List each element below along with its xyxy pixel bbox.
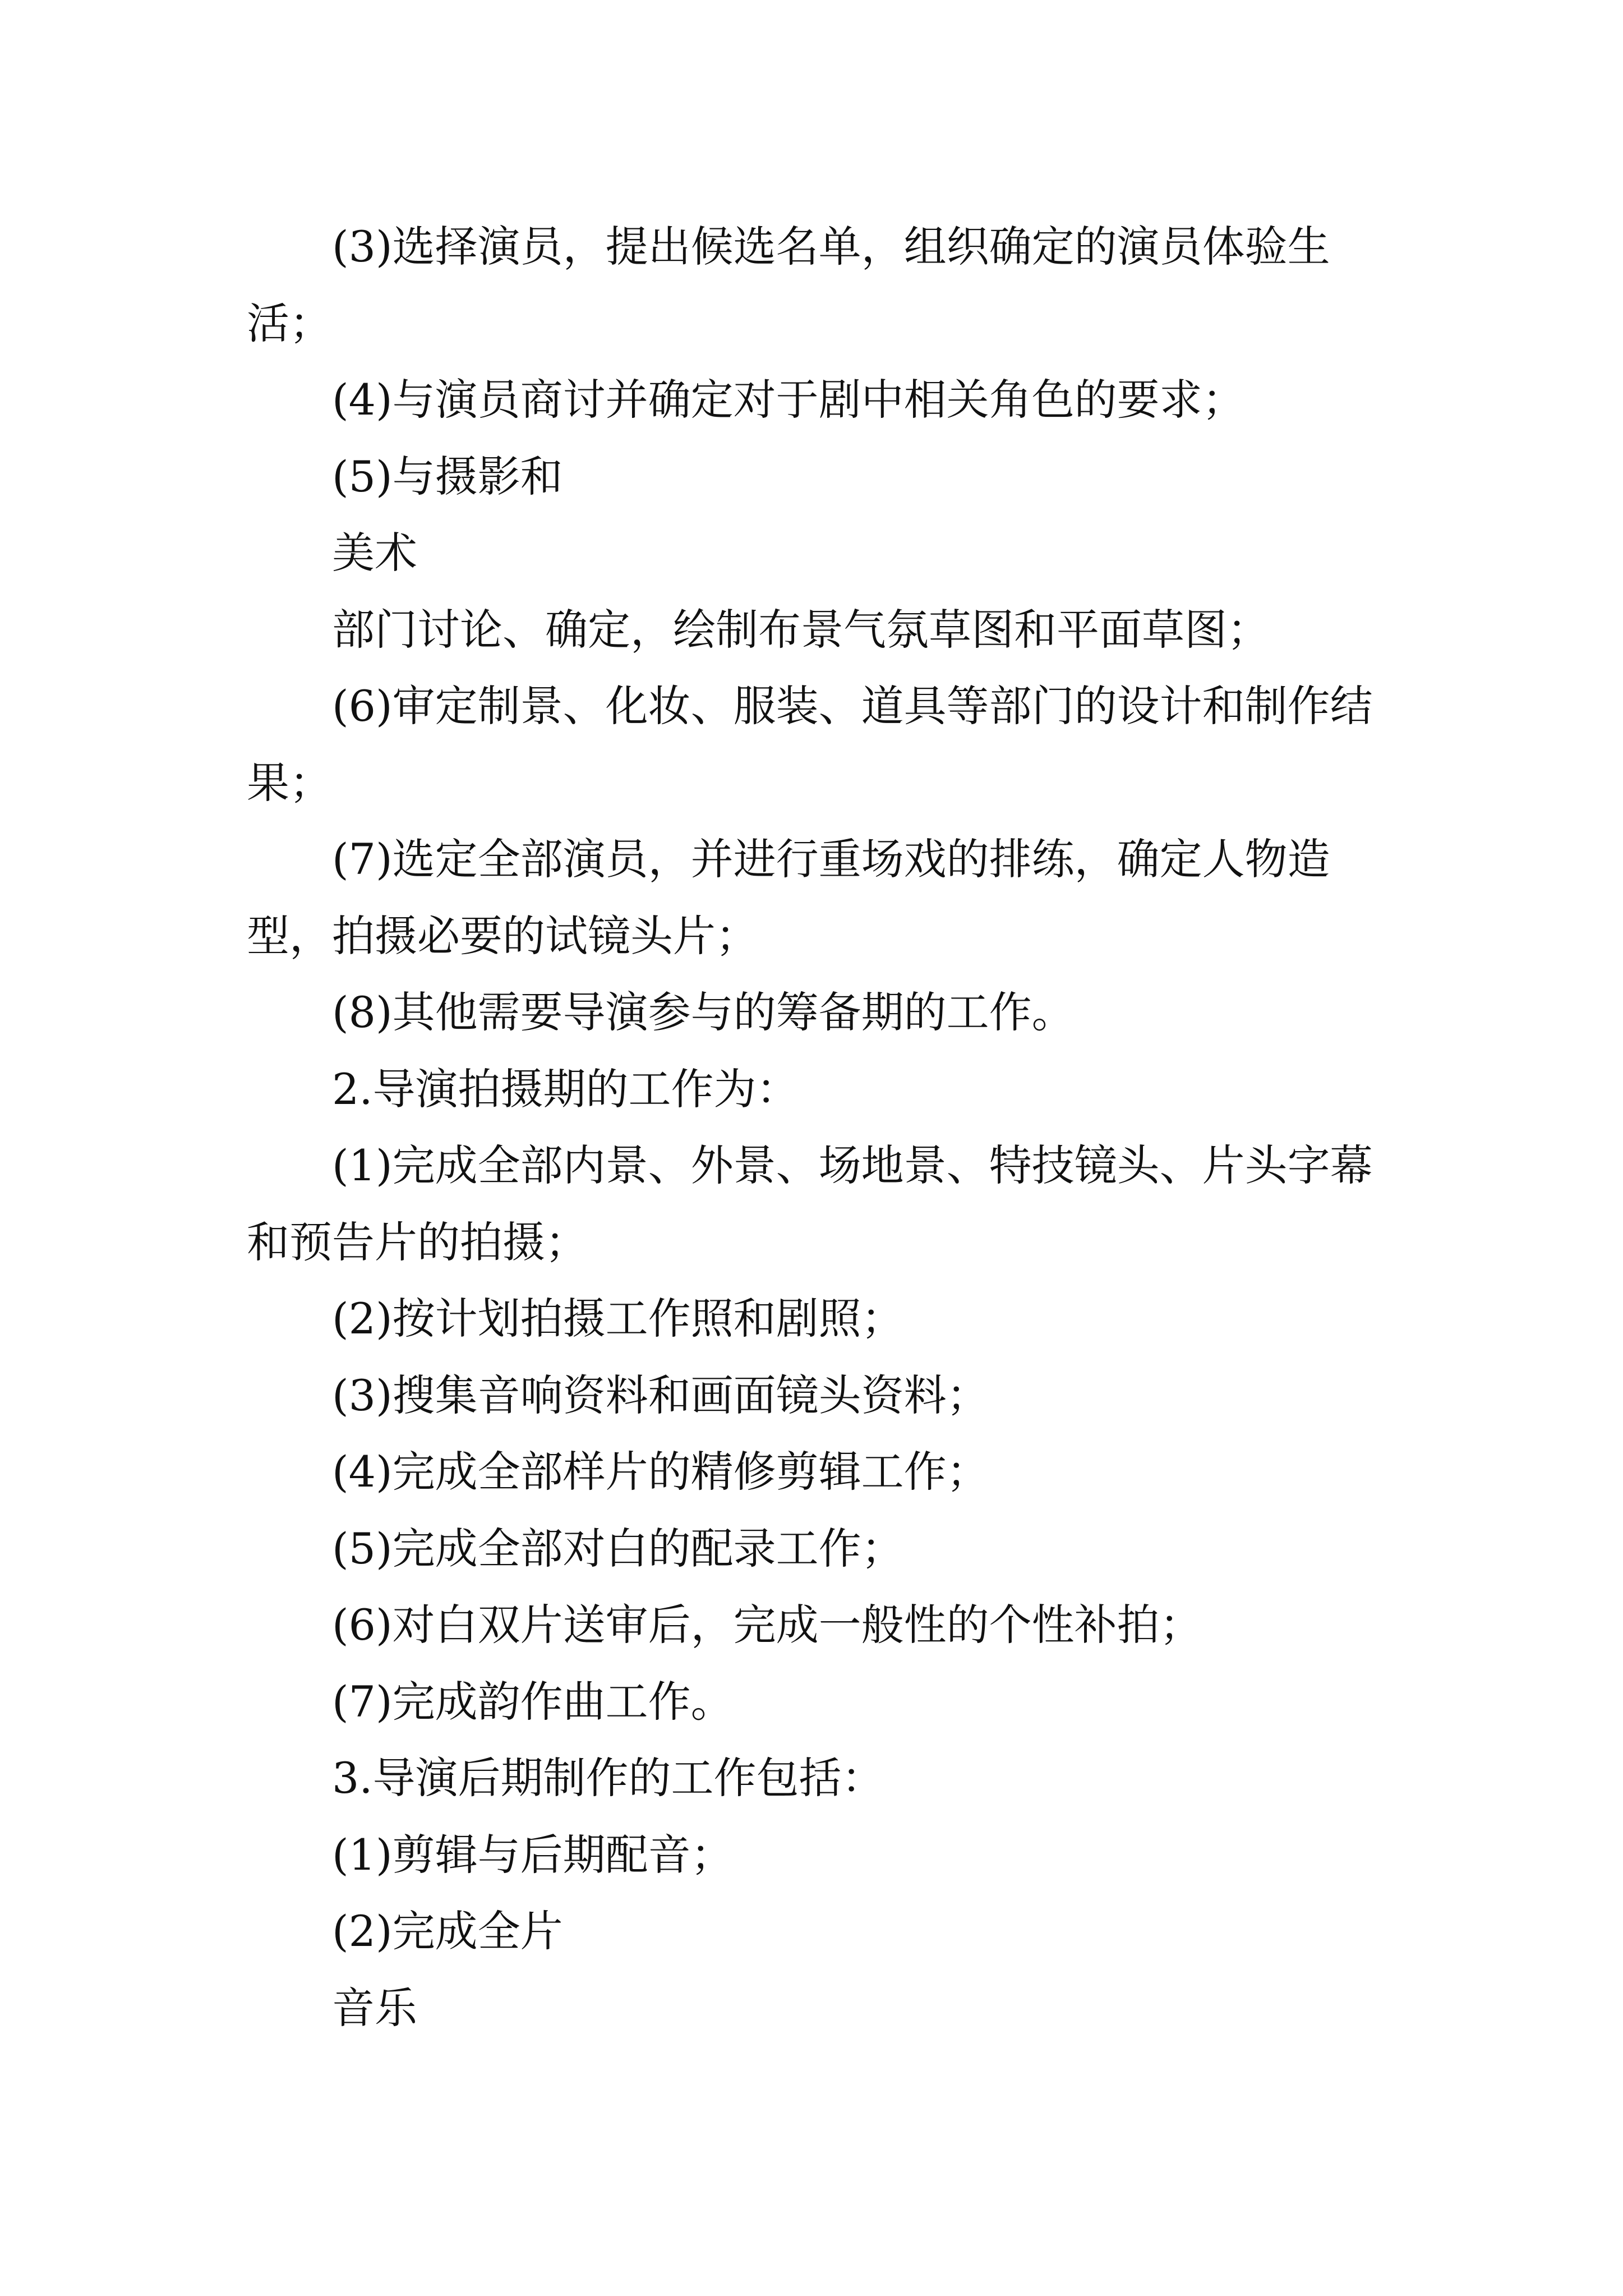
paragraph-item-5-photography: (5)与摄影和 [332, 451, 563, 501]
paragraph-department-discussion: 部门讨论、确定，绘制布景气氛草图和平面草图； [332, 604, 1270, 655]
paragraph-shooting-item-1: (1)完成全部内景、外景、场地景、特技镜头、片头字幕和预告片的拍摄； [247, 1140, 1373, 1267]
paragraph-shooting-item-6: (6)对白双片送审后，完成一般性的个性补拍； [332, 1600, 1202, 1650]
paragraph-shooting-item-7: (7)完成韵作曲工作。 [332, 1676, 734, 1727]
paragraph-item-8-other-work: (8)其他需要导演参与的筹备期的工作。 [332, 987, 1075, 1037]
paragraph-post-item-2: (2)完成全片 [332, 1906, 563, 1956]
paragraph-item-4-discuss-roles: (4)与演员商讨并确定对于剧中相关角色的要求； [332, 375, 1245, 425]
paragraph-item-6-review-design: (6)审定制景、化妆、服装、道具等部门的设计和制作结果； [247, 681, 1373, 808]
paragraph-shooting-item-3: (3)搜集音响资料和画面镜头资料； [332, 1370, 989, 1420]
section-heading-postproduction: 3.导演后期制作的工作包括： [332, 1753, 884, 1803]
paragraph-shooting-item-4: (4)完成全部样片的精修剪辑工作； [332, 1447, 989, 1497]
paragraph-shooting-item-2: (2)按计划拍摄工作照和剧照； [332, 1294, 904, 1343]
document-body [247, 209, 1388, 2046]
section-heading-shooting-period: 2.导演拍摄期的工作为： [332, 1064, 799, 1114]
paragraph-music-fragment: 音乐 [332, 1982, 417, 2033]
paragraph-shooting-item-5: (5)完成全部对白的配录工作； [332, 1523, 904, 1573]
paragraph-art-fragment: 美术 [332, 528, 417, 578]
paragraph-item-3-select-actors: (3)选择演员，提出候选名单，组织确定的演员体验生活； [247, 222, 1330, 348]
paragraph-item-7-select-all-actors: (7)选定全部演员，并进行重场戏的排练，确定人物造型，拍摄必要的试镜头片； [247, 834, 1330, 961]
paragraph-post-item-1: (1)剪辑与后期配音； [332, 1829, 734, 1880]
